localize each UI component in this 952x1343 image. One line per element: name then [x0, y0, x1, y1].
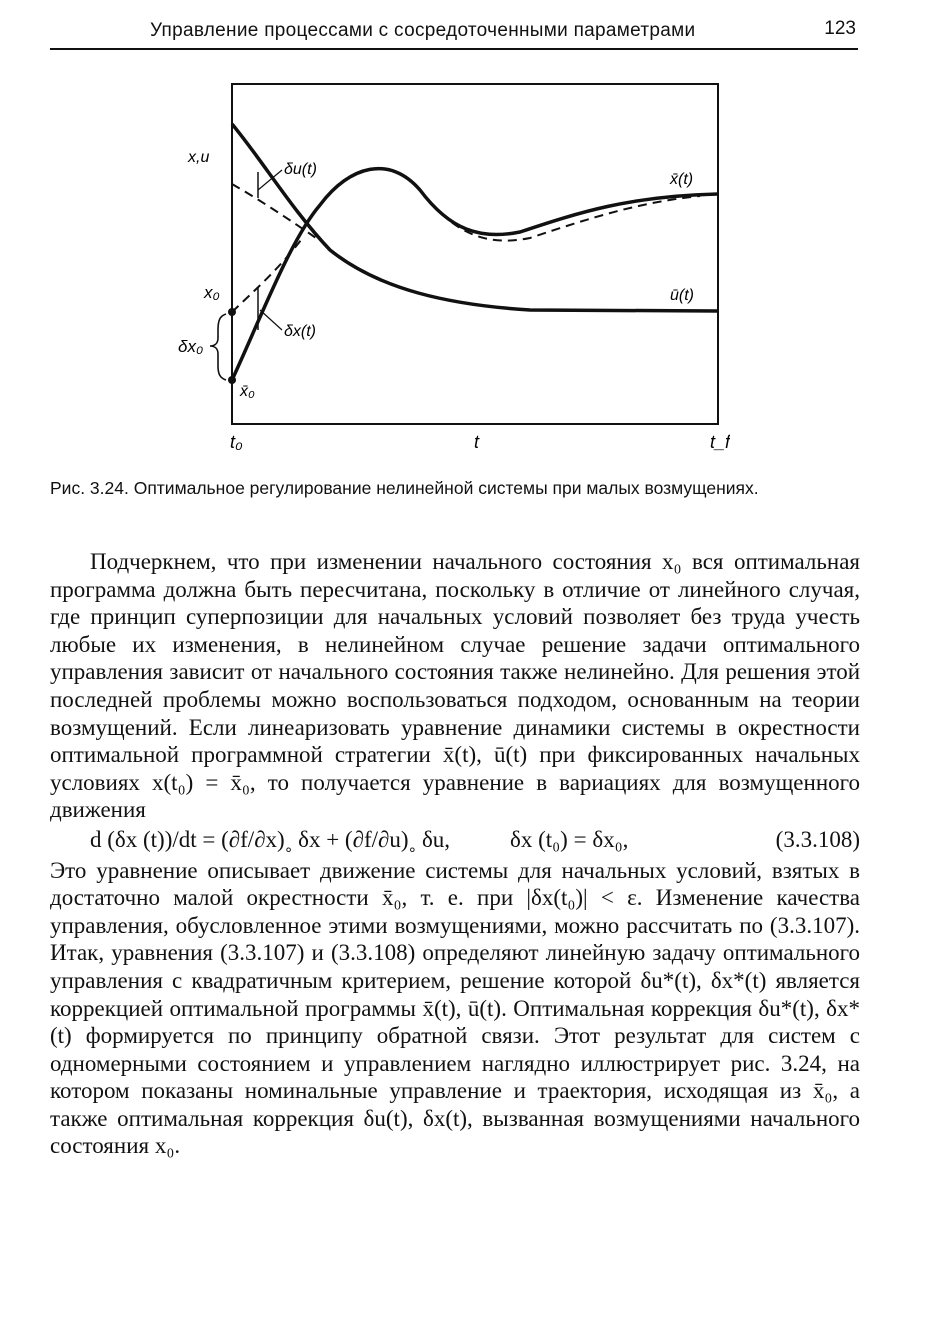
page-header — [50, 18, 858, 52]
paragraph-1: Подчеркнем, что при изменении начального состояния x₀ вся оптимальная программа должна быть пересчитана, поскольку в отличие от линейного случая, где принцип суперпозиции для начальных условий позволяет без труда учесть любые их изменения, в нелинейном случае решение задачи оптимального управления зависит от начального состояния также нелинейно. Для решения этой последней проблемы можно воспользоваться подходом, основанным на теории возмущений. Если линеаризовать уравнение динамики системы в окрестности оптимальной программной стратегии x̄(t), ū(t) при фиксированных начальных условиях x(t₀) = x̄₀, то получается уравнение в вариациях для возмущенного движения — [50, 549, 860, 823]
paragraph-2: Это уравнение описывает движение системы для начальных условий, взятых в достаточно малой окрестности x̄₀, т. е. при |δx(t₀)| < ε. Изменение качества управления, обусловленное этими возмущениями, можно рассчитать по (3.3.107). Итак, уравнения (3.3.107) и (3.3.108) определяют линейную задачу оптимального управления с квадратичным критерием, решение которой δu*(t), δx*(t) является коррекцией оптимальной программы x̄(t), ū(t). Оптимальная коррекция δu*(t), δx*(t) формируется по принципу обратной связи. Этот результат для систем с одномерными состоянием и управлением наглядно иллюстрирует рис. 3.24, на котором показаны номинальные управление и траектория, исходящая из x̄₀, а также оптимальная коррекция δu(t), δx(t), вызванная возмущениями начального состояния x₀. — [50, 857, 860, 1159]
body-text — [50, 548, 860, 1160]
equation-initial-condition: δx (t₀) = δx₀, — [510, 826, 629, 852]
running-title: Управление процессами с сосредоточенными параметрами — [150, 20, 696, 41]
ubar-t-label: ū(t) — [670, 287, 694, 304]
header-rule — [50, 48, 858, 50]
figure-caption: Рис. 3.24. Оптимальное регулирование нелинейной системы при малых возмущениях. — [50, 478, 759, 498]
delta-x0-brace — [210, 314, 226, 380]
point-x0 — [228, 308, 236, 316]
figure-3-24 — [170, 80, 730, 460]
t-label: t — [474, 432, 480, 452]
delta-x-label: δx(t) — [284, 323, 316, 340]
trajectory-curve-xbar — [232, 169, 718, 380]
trajectory-curve-dashed — [232, 196, 700, 312]
xbar-t-label: x̄(t) — [670, 171, 694, 188]
equation-number: (3.3.108) — [775, 826, 860, 852]
equation-3-3-108 — [50, 826, 860, 854]
control-curve-ubar — [232, 124, 718, 311]
delta-x0-label: δx₀ — [178, 337, 204, 356]
delta-u-label: δu(t) — [284, 161, 317, 178]
x0-label: x₀ — [204, 283, 220, 302]
point-xbar0 — [228, 376, 236, 384]
page-number: 123 — [824, 18, 856, 39]
delta-x-leader — [260, 310, 282, 330]
tf-label: t_f — [710, 432, 730, 452]
plot-frame — [232, 84, 718, 424]
t0-label: t₀ — [230, 432, 243, 452]
axis-y-label: x,u — [188, 149, 210, 166]
equation-left: d (δx (t))/dt = (∂f/∂x)˳ δx + (∂f/∂u)˳ δu, — [90, 826, 451, 852]
xbar0-label: x̄₀ — [240, 383, 255, 400]
